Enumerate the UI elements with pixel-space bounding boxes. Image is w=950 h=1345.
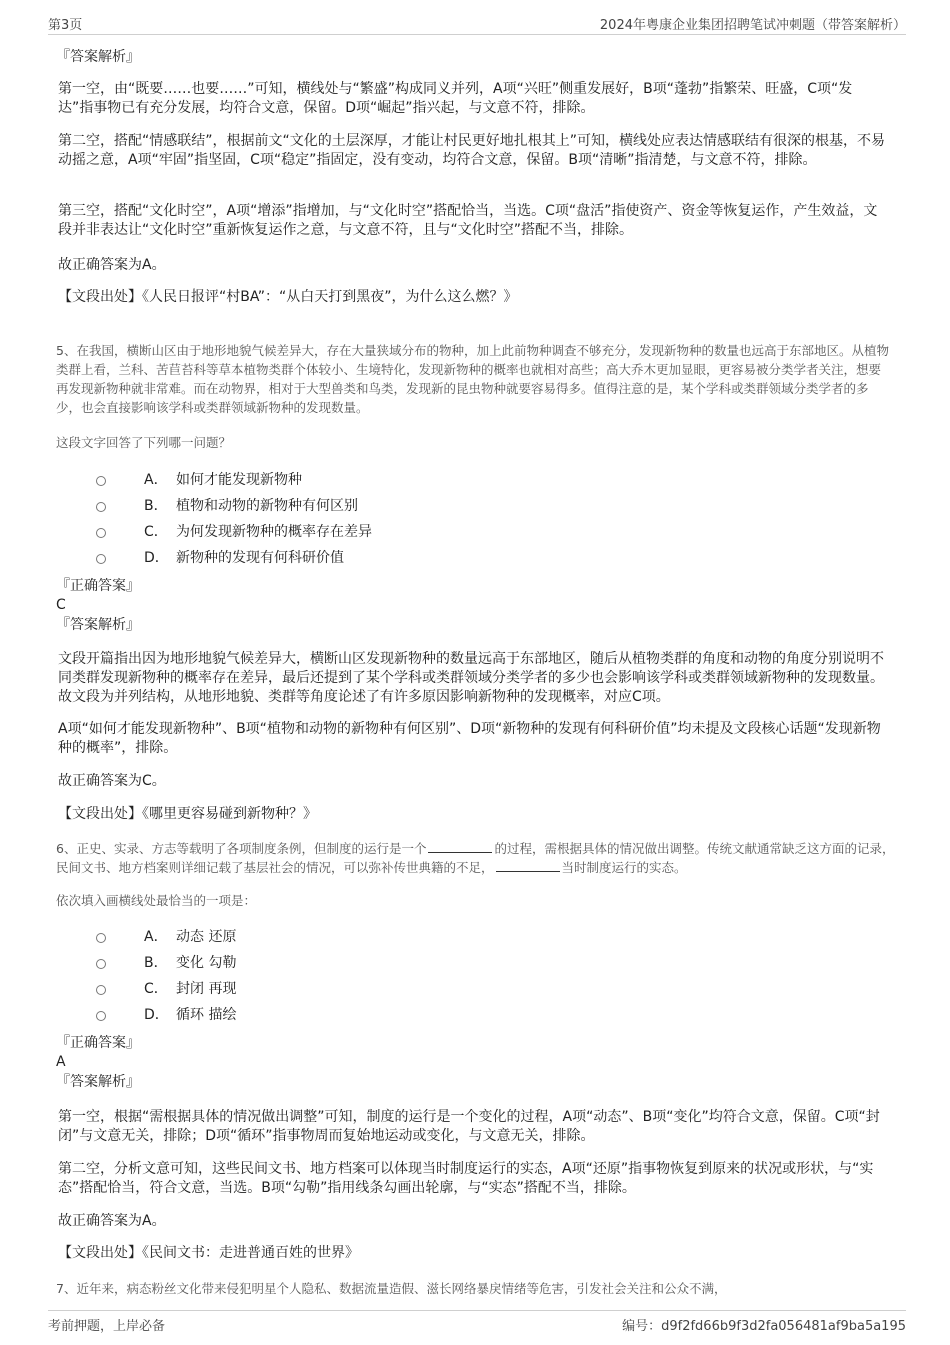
q5-option-a[interactable]: A． 如何才能发现新物种	[56, 467, 656, 493]
q4-analysis-para2: 第二空，搭配“情感联结”，根据前文“文化的土层深厚，才能让村民更好地扎根其上”可知，横线处应表达情感联结有很深的根基，不易动摇之意，A项“牢固”指坚固，C项“稳定”指固定，没有变动，均符合文意，保留。B项“清晰”指清楚，与文意不符，排除。	[58, 133, 886, 168]
q5-question: 这段文字回答了下列哪一问题？	[56, 435, 232, 450]
q6-question: 依次填入画横线处最恰当的一项是：	[56, 893, 257, 908]
q6-option-c[interactable]: C． 封闭 再现	[56, 976, 656, 1002]
radio-icon[interactable]	[96, 502, 106, 512]
radio-icon[interactable]	[96, 476, 106, 486]
radio-icon[interactable]	[96, 959, 106, 969]
radio-icon[interactable]	[96, 933, 106, 943]
q4-analysis-para1: 第一空，由“既要……也要……”可知，横线处与“繁盛”构成同义并列，A项“兴旺”侧重发展好，B项“蓬勃”指繁荣、旺盛，C项“发达”指事物已有充分发展，均符合文意，保留。D项“崛起”指兴起，与文意不符，排除。	[58, 81, 853, 116]
q5-answer-title: 『正确答案』	[56, 578, 140, 594]
q4-analysis-para3: 第三空，搭配“文化时空”，A项“增添”指增加，与“文化时空”搭配恰当，当选。C项“盘活”指使资产、资金等恢复运作，产生效益，文段并非表达让“文化时空”重新恢复运作之意，与文意不符，且与“文化时空”搭配不当，排除。	[58, 203, 878, 238]
q6-options	[56, 924, 656, 1028]
q5-option-d[interactable]: D． 新物种的发现有何科研价值	[56, 545, 656, 571]
q5-option-b[interactable]: B． 植物和动物的新物种有何区别	[56, 493, 656, 519]
page-footer	[48, 1310, 906, 1335]
answer-blank-2	[496, 858, 560, 872]
radio-icon[interactable]	[96, 985, 106, 995]
q6-option-a[interactable]: A． 动态 还原	[56, 924, 656, 950]
document-title: 2024年粤康企业集团招聘笔试冲刺题（带答案解析）	[599, 18, 906, 33]
q6-answer-title: 『正确答案』	[56, 1035, 140, 1051]
radio-icon[interactable]	[96, 554, 106, 564]
q6-source: 【文段出处】《民间文书：走进普通百姓的世界》	[58, 1245, 359, 1261]
q5-option-c[interactable]: C． 为何发现新物种的概率存在差异	[56, 519, 656, 545]
footer-slogan: 考前押题，上岸必备	[48, 1319, 166, 1334]
q6-analysis-para2: 第二空，分析文意可知，这些民间文书、地方档案可以体现当时制度运行的实态，A项“还原”指事物恢复到原来的状况或形状，与“实态”搭配恰当，符合文意，当选。B项“勾勒”指用线条勾画出轮廓，与“实态”搭配不当，排除。	[58, 1161, 874, 1196]
q5-analysis-para1: 文段开篇指出因为地形地貌气候差异大，横断山区发现新物种的数量远高于东部地区，随后从植物类群的角度和动物的角度分别说明不同类群发现新物种的概率存在差异，最后还提到了某个学科或类群领域分类学者的多少也会影响该学科或类群领域新物种的发现数量。故文段为并列结构，从地形地貌、类群等角度论述了有许多原因影响新物种的发现概率，对应C项。	[58, 651, 884, 705]
q5-source: 【文段出处】《哪里更容易碰到新物种？》	[58, 806, 317, 822]
q5-conclusion: 故正确答案为C。	[58, 773, 166, 789]
q6-conclusion: 故正确答案为A。	[58, 1213, 166, 1229]
q4-source: 【文段出处】《人民日报评“村BA”：“从白天打到黑夜”，为什么这么燃？》	[58, 289, 518, 305]
q6-analysis-para1: 第一空，根据“需根据具体的情况做出调整”可知，制度的运行是一个变化的过程，A项“动态”、B项“变化”均符合文意，保留。C项“封闭”与文意无关，排除；D项“循环”指事物周而复始地运动或变化，与文意无关，排除。	[58, 1109, 880, 1144]
page-header	[48, 12, 906, 35]
q5-answer: C	[56, 597, 66, 613]
q6-option-b[interactable]: B． 变化 勾勒	[56, 950, 656, 976]
q6-option-d[interactable]: D． 循环 描绘	[56, 1002, 656, 1028]
q7-stem: 7、近年来，病态粉丝文化带来侵犯明星个人隐私、数据流量造假、滋长网络暴戾情绪等危害，引发社会关注和公众不满，	[56, 1281, 727, 1296]
page-number: 第3页	[48, 18, 83, 33]
q5-options	[56, 467, 656, 571]
q5-analysis-title: 『答案解析』	[56, 617, 140, 633]
q6-stem: 6、正史、实录、方志等载明了各项制度条例，但制度的运行是一个 的过程，需根据具体的情况做出调整。传统文献通常缺乏这方面的记录，民间文书、地方档案则详细记载了基层社会的情况，可以弥补传世典籍的不足， 当时制度运行的实态。	[56, 841, 895, 875]
q6-answer: A	[56, 1054, 66, 1070]
answer-blank-1	[428, 839, 492, 853]
q5-stem: 5、在我国，横断山区由于地形地貌气候差异大，存在大量狭域分布的物种，加上此前物种调查不够充分，发现新物种的数量也远高于东部地区。从植物类群上看，兰科、苦苣苔科等草本植物类群个体较小、生境特化，发现新物种的概率也就相对高些；高大乔木更加显眼，更容易被分类学者关注，想要再发现新物种就非常难。而在动物界，相对于大型兽类和鸟类，发现新的昆虫物种就要容易得多。值得注意的是，某个学科或类群领域分类学者的多少，也会直接影响该学科或类群领域新物种的发现数量。	[56, 343, 889, 415]
radio-icon[interactable]	[96, 528, 106, 538]
q4-analysis-title: 『答案解析』	[56, 49, 140, 65]
q4-conclusion: 故正确答案为A。	[58, 257, 166, 273]
q6-analysis-title: 『答案解析』	[56, 1074, 140, 1090]
radio-icon[interactable]	[96, 1011, 106, 1021]
document-code: 编号：d9f2fd66b9f3d2fa056481af9ba5a195	[622, 1319, 906, 1334]
q5-analysis-para2: A项“如何才能发现新物种”、B项“植物和动物的新物种有何区别”、D项“新物种的发现有何科研价值”均未提及文段核心话题“发现新物种的概率”，排除。	[58, 721, 881, 756]
